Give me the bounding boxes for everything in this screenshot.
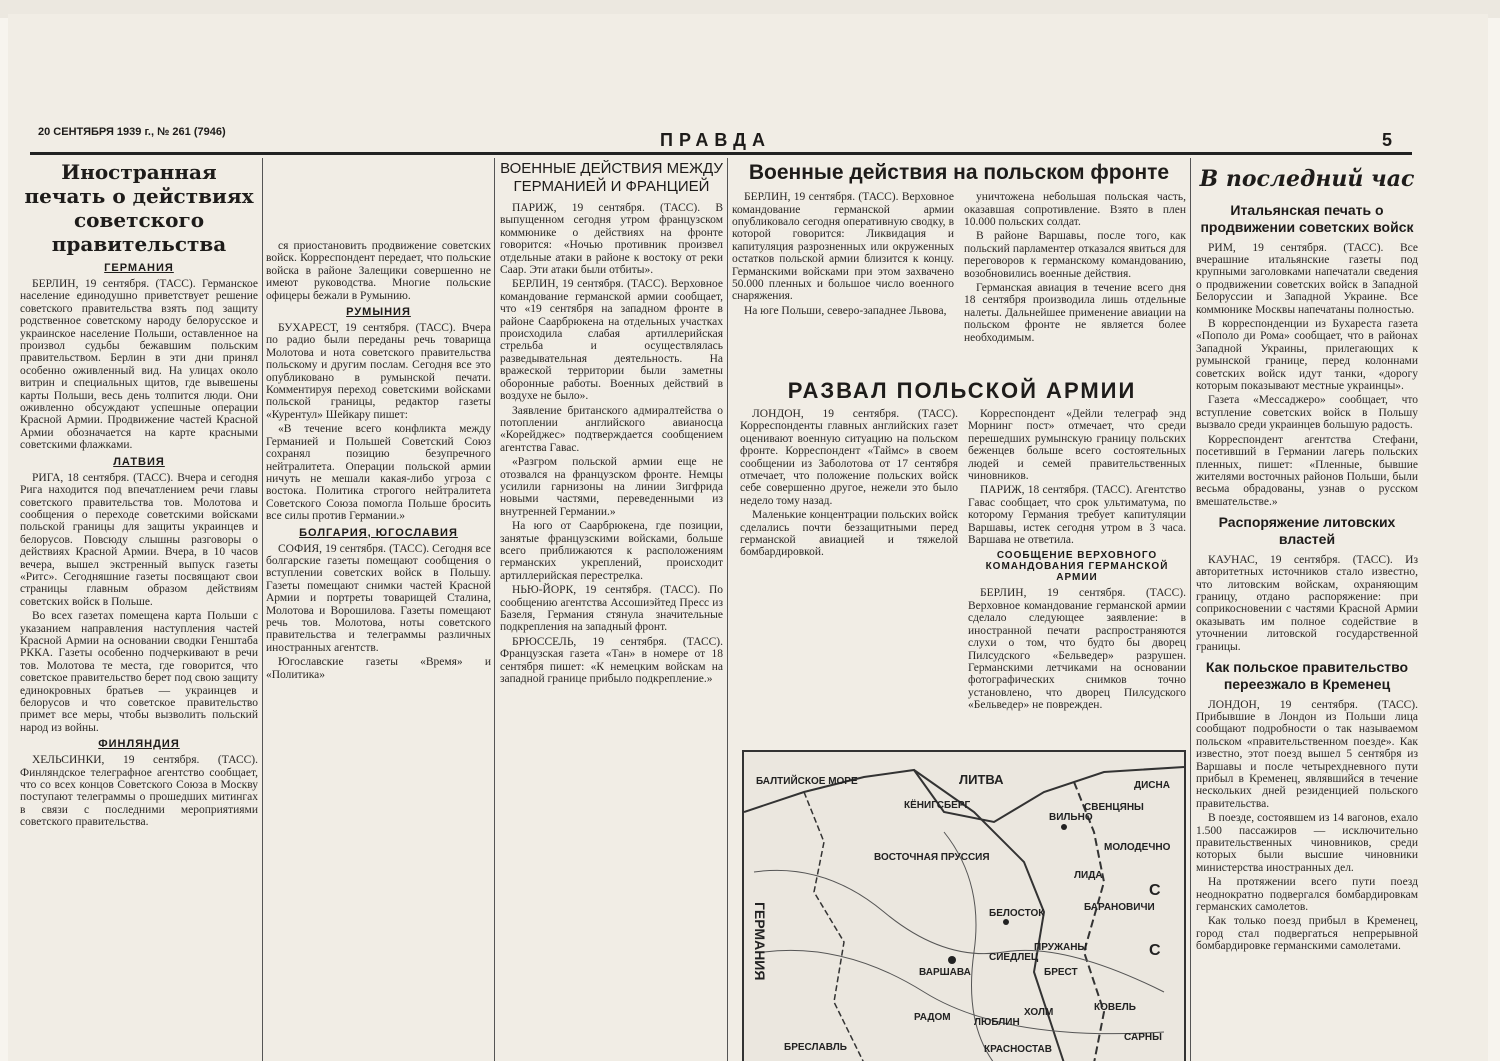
article-text: ХЕЛЬСИНКИ, 19 сентября. (ТАСС). Финляндское телеграфное агентство сообщает, что со всех концов Советского Союза в Москву поступают телеграммы о прошедших митингах в связи с последними мероприятиями советского правительства. (20, 754, 258, 829)
article-text: На юге Польши, северо-западнее Львова, (744, 304, 947, 317)
map-label: ДИСНА (1134, 780, 1170, 791)
map-label: КЁНИГСБЕРГ (904, 800, 971, 811)
article-text: Как только поезд прибыл в Кременец, город стал подвергаться непрерывной бомбардировке германскими самолетами. (1196, 915, 1418, 953)
section-germany: ГЕРМАНИЯ (104, 262, 174, 274)
map-label: ЛЮБЛИН (974, 1017, 1020, 1028)
column-divider (727, 158, 728, 1061)
map-label: БАРАНОВИЧИ (1084, 902, 1155, 913)
section-bulgaria-yugoslavia: БОЛГАРИЯ, ЮГОСЛАВИЯ (299, 526, 458, 539)
headline-west-front: ВОЕННЫЕ ДЕЙСТВИЯ МЕЖДУ ГЕРМАНИЕЙ И ФРАНЦИЕЙ (500, 160, 723, 195)
column-divider (262, 158, 263, 1061)
map-label: ХОЛМ (1024, 1007, 1054, 1018)
article-text: В поезде, состоявшем из 14 вагонов, ехало 1.500 пассажиров — исключительно правительственных чиновников, среди которых были высшие чиновники министерства иностранных дел. (1196, 812, 1418, 874)
article-text: КАУНАС, 19 сентября. (ТАСС). Из авторитетных источников стало известно, что литовским войскам, охраняющим границу, отдано распоряжение: при соприкосновении с частями Красной Армии оказывать им полное содействие в уточнении литовской государственной границы. (1196, 553, 1418, 653)
map-label: ВИЛЬНО (1049, 812, 1093, 823)
article-text: ЛОНДОН, 19 сентября. (ТАСС). Прибывшие в Лондон из Польши лица сообщают подробности о так называемом польском «правительственном поезде». Как известно, этот поезд вышел 5 сентября из Варшавы и после четырехдневного пути прибыл в Кременец, являвшийся в течение нескольких дней резиденцией польского правительства. (1196, 698, 1418, 810)
map-label: МОЛОДЕЧНО (1104, 842, 1171, 853)
column-divider (494, 158, 495, 1061)
headline-collapse: РАЗВАЛ ПОЛЬСКОЙ АРМИИ (787, 378, 1137, 403)
article-text: уничтожена небольшая польская часть, оказавшая сопротивление. Взято в плен 10.000 польских солдат. (964, 191, 1186, 228)
article-text: Югославские газеты «Время» и «Политика» (266, 656, 491, 681)
map-label: ВОСТОЧНАЯ ПРУССИЯ (874, 852, 990, 863)
issue-date: 20 СЕНТЯБРЯ 1939 г., № 261 (7946) (38, 126, 226, 138)
column-4-top (732, 160, 1186, 380)
map-label: РАДОМ (914, 1012, 951, 1023)
map-label: ВАРШАВА (919, 967, 971, 978)
section-finland: ФИНЛЯНДИЯ (98, 738, 180, 751)
map-label: СИЕДЛЕЦ (989, 952, 1039, 963)
headline-kremenets: Как польское правительство переезжало в Кременец (1205, 658, 1409, 692)
article-text: Корреспондент агентства Стефани, посетивший в Германии лагерь польских пленных, пишет: «Пленные, бывшие жителями восточных районов Польши, были весьма обрадованы, узнав о русском вмешательстве.» (1196, 433, 1418, 508)
article-text: БЕРЛИН, 19 сентября. (ТАСС). Верховное командование германской армии сделало следующее заявление: в иностранной печати распространяются слухи о том, что будто бы дворец Пилсудского «Бельведер» разрушен. Германскими летчиками на основании фотографических снимков точно установлено, что дворец Пилсудского «Бельведер» не поврежден. (968, 587, 1186, 712)
article-text: НЬЮ-ЙОРК, 19 сентября. (ТАСС). По сообщению агентства Ассошиэйтед Пресс из Базеля, Германия стянула значительные подкрепления на западный фронт. (500, 584, 723, 634)
article-text: В корреспонденции из Бухареста газета «Пополо ди Рома» сообщает, что в районах Западной Украины, прилегающих к румынской границе, перед колоннами советских войск идут танки, «дорогу которым показывают местные украинцы». (1196, 318, 1418, 393)
article-text: Во всех газетах помещена карта Польши с указанием направления наступления частей Красной Армии на основании сводки Генштаба РККА. Газеты особенно подчеркивают в речи тов. Молотова те места, где говорится, что советское правительство берет под свою защиту единокровных братьев — украинцев и белорусов и что советское правительство примет все меры, чтобы вызволить польский народ из войны. (20, 610, 258, 734)
map-label: ЛИТВА (959, 772, 1004, 787)
article-text: ся приостановить продвижение советских войск. Корреспондент передает, что польские войска в районе Залещики совершенно не имеют руководства. Многие польские офицеры бежали в Румынию. (266, 240, 491, 302)
headline-italian-press: Итальянская печать о продвижении советских войск (1200, 202, 1414, 235)
article-text: БЕРЛИН, 19 сентября. (ТАСС). Германское население единодушно приветствует решение советского правительства взять под защиту родственное советскому народу белорусское и украинское население Польши, оставленное на произвол судьбы бежавшим польским правительством. Берлин в эти дни принял особенно оживленный вид. На улицах около витрин и специальных щитов, где вывешены карты Польши, весь день толпится люди. Они оживленно обсуждают успешные операции Красной Армии. Продвижение частей Красной Армии обозначается на карте красными советскими флажками. (20, 278, 258, 452)
section-romania: РУМЫНИЯ (346, 306, 411, 319)
column-3 (500, 160, 723, 1061)
article-text: «Разгром польской армии еще не отозвался на французском фронте. Немцы усилили гарнизоны на линии Зигфрида новыми частями, переведенными из внутренней Германии.» (500, 456, 723, 518)
article-text: СОФИЯ, 19 сентября. (ТАСС). Сегодня все болгарские газеты помещают сообщения о вступлении советских войск в Польшу. Газеты помещают снимки частей Красной Армии и портреты товарищей Сталина, Молотова и Ворошилова. Газеты помещают речь тов. Молотова, ноты советского правительства и телеграммы различных иностранных агентств. (266, 542, 491, 654)
article-text: БЕРЛИН, 19 сентября. (ТАСС). Верховное командование германской армии сообщает, что «19 сентября на западном фронте в районе Саарбрюкена на отдельных участках происходила слабая артиллерийская стрельба и осуществлялась разведывательная деятельность. На вражеской территории были заметны оборонные работы. Военных действий в воздухе не было». (500, 278, 723, 403)
column-2 (266, 240, 491, 1061)
article-text: БУХАРЕСТ, 19 сентября. (ТАСС). Вчера по радио были переданы речь товарища Молотова и нота советского правительства польскому и другим послам. Сегодня все это опубликовано в румынской печати. Комментируя переход советскими войсками польской границы, редактор газеты «Курентул» Шейкару пишет: (266, 322, 491, 421)
masthead-rule (30, 152, 1412, 155)
article-text: ЛОНДОН, 19 сентября. (ТАСС). Корреспонденты главных английских газет оценивают военную ситуацию на польском фронте. Корреспондент «Таймс» в своем сообщении из Заболотова от 17 сентября отмечает, что положение польских войск себе совершенно другое, нежели это было недело тому назад. (740, 408, 958, 507)
map-label: ПРУЖАНЫ (1034, 942, 1088, 953)
map-label: КОВЕЛЬ (1094, 1002, 1136, 1013)
map-label: БРЕСЛАВЛЬ (784, 1042, 847, 1053)
map-label: БЕЛОСТОК (989, 908, 1045, 919)
page-number: 5 (1382, 130, 1393, 150)
column-5 (1196, 160, 1418, 1061)
column-1 (20, 160, 258, 1061)
article-text: В районе Варшавы, после того, как польский парламентер отказался явиться для переговоров к германскому командованию, возобновились военные действия. (964, 230, 1186, 280)
article-text: БЕРЛИН, 19 сентября. (ТАСС). Верховное командование германской армии опубликовало сегодня оперативную сводку, в которой говорится: Ликвидация и капитуляция разрозненных или окруженных остатков польской армии близится к концу. Германскими войсками при этом захвачено 50.000 пленных и большое число военного снаряжения. (732, 191, 954, 303)
section-latvia: ЛАТВИЯ (113, 455, 165, 468)
map-poland (742, 750, 1186, 1061)
map-label: САРНЫ (1124, 1032, 1162, 1043)
article-text: БРЮССЕЛЬ, 19 сентября. (ТАСС). Французская газета «Тан» в номере от 18 сентября пишет: «К немецким войскам на западной границе прибыло подкрепление.» (500, 635, 723, 686)
map-label: С (1149, 942, 1161, 959)
article-text: «В течение всего конфликта между Германией и Польшей Советский Союз сохранял позицию безупречного нейтралитета. Операции польской армии ничуть не мешали какая-либо угроза с востока. Политика строгого нейтралитета Советского Союза помогла Польше бросить все силы против Германии.» (266, 423, 491, 523)
map-label: БРЕСТ (1044, 967, 1078, 978)
map-label: С (1149, 882, 1161, 899)
article-text: Газета «Мессаджеро» сообщает, что вступление советских войск в Польшу вызвало среди украинцев большую радость. (1196, 394, 1418, 432)
communique-title: СООБЩЕНИЕ ВЕРХОВНОГО КОМАНДОВАНИЯ ГЕРМАНСКОЙ АРМИИ (985, 550, 1169, 584)
column-4-mid (740, 408, 1186, 744)
headline-polish-front: Военные действия на польском фронте (748, 161, 1170, 184)
article-text: Германская авиация в течение всего дня 18 сентября производила лишь отдельные налеты. Дальнейшее применение авиации на польском фронте не является более необходимым. (964, 282, 1186, 344)
article-text: РИГА, 18 сентября. (ТАСС). Вчера и сегодня Рига находится под впечатлением речи главы советского правительства тов. Молотова и сообщения о переходе советскими войсками польской границы для защиты украинцев и белорусов. Повсюду слышны разговоры о действиях Красной Армии. Вчера, в 10 часов вечера, вышел экстренный выпуск газеты «Ритс». Сегодняшние газеты посвящают свои страницы главным образом действиям советских войск в Польше. (20, 471, 258, 608)
map-label: ЛИДА (1074, 870, 1103, 881)
column-divider (1190, 158, 1191, 1061)
article-text: Заявление британского адмиралтейства о потоплении английского авианосца «Корейджес» подтверждается сообщением агентства Гавас. (500, 404, 723, 454)
article-text: Корреспондент «Дейли телеграф энд Морнинг пост» отмечает, что среди перешедших румынскую границу польских беженцев больше всего состоятельных людей и семей правительственных чиновников. (968, 408, 1186, 483)
article-text: На протяжении всего пути поезд неоднократно подвергался бомбардировкам германских самолетов. (1196, 876, 1418, 914)
map-label: ГЕРМАНИЯ (752, 902, 768, 981)
map-label: КРАСНОСТАВ (984, 1044, 1052, 1055)
article-text: ПАРИЖ, 18 сентября. (ТАСС). Агентство Гавас сообщает, что срок ультиматума, по которому Германия требует капитуляции Варшавы, истек сегодня утром в 3 часа. Варшава не ответила. (968, 484, 1186, 547)
article-text: ПАРИЖ, 19 сентября. (ТАСС). В выпущенном сегодня утром французском коммюнике о действиях на фронте говорится: «Ночью противник произвел отдельные атаки в районе к востоку от реки Саар. Эти атаки были отбиты». (500, 202, 723, 277)
headline-last-hour: В последний час (1199, 166, 1415, 192)
headline-foreign-press: Иностранная печать о действиях советского правительства (24, 160, 254, 256)
article-text: Маленькие концентрации польских войск сделались почти беззащитными перед германской авиацией и тяжелой бомбардировкой. (740, 509, 958, 559)
map-label: БАЛТИЙСКОЕ МОРЕ (756, 776, 858, 787)
article-text: РИМ, 19 сентября. (ТАСС). Все вчерашние итальянские газеты под крупными заголовками напечатали сведения о продвижении советских войск в Западной Белоруссии и Западной Украине. Все коммюнике Москвы напечатаны полностью. (1196, 241, 1418, 316)
newspaper-title: ПРАВДА (660, 130, 771, 150)
headline-lithuanian-order: Распоряжение литовских властей (1218, 514, 1396, 547)
article-text: На юго от Саарбрюкена, где позиции, занятые французскими войсками, больше всего приближаются к расположениям германских укреплений, происходит артиллерийская перестрелка. (500, 520, 723, 582)
map-label: СВЕНЦЯНЫ (1084, 802, 1144, 813)
